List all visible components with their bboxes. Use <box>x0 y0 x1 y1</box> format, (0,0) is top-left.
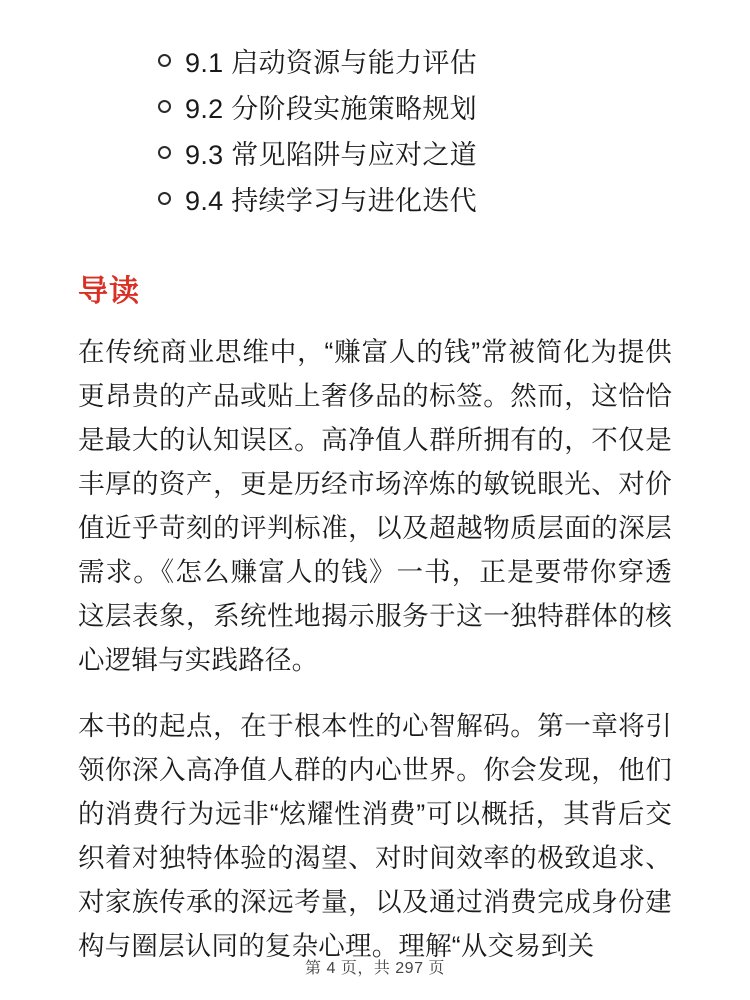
bullet-icon <box>158 146 171 159</box>
toc-item-label: 9.3 常见陷阱与应对之道 <box>185 140 477 170</box>
toc-item-label: 9.1 启动资源与能力评估 <box>185 48 477 78</box>
body-paragraph: 本书的起点，在于根本性的心智解码。第一章将引领你深入高净值人群的内心世界。你会发现，他们的消费行为远非“炫耀性消费”可以概括，其背后交织着对独特体验的渴望、对时间效率的极致追求、对家族传承的深远考量，以及通过消费完成身份建构与圈层认同的复杂心理。理解“从交易到关 <box>78 711 672 961</box>
list-item[interactable] <box>158 178 672 224</box>
page-footer: 第 4 页，共 297 页 <box>305 960 445 977</box>
body-paragraph: 在传统商业思维中，“赚富人的钱”常被简化为提供更昂贵的产品或贴上奢侈品的标签。然而，这恰恰是最大的认知误区。高净值人群所拥有的，不仅是丰厚的资产，更是历经市场淬炼的敏锐眼光、对价值近乎苛刻的评判标准，以及超越物质层面的深层需求。《怎么赚富人的钱》一书，正是要带你穿透这层表象，系统性地揭示服务于这一独特群体的核心逻辑与实践路径。 <box>78 337 672 675</box>
bullet-icon <box>158 100 171 113</box>
list-item[interactable] <box>158 86 672 132</box>
list-item[interactable] <box>158 40 672 86</box>
toc-item-label: 9.4 持续学习与进化迭代 <box>185 186 477 216</box>
toc-list <box>78 40 672 224</box>
bullet-icon <box>158 192 171 205</box>
section-heading: 导读 <box>78 275 140 308</box>
toc-item-label: 9.2 分阶段实施策略规划 <box>185 94 477 124</box>
list-item[interactable] <box>158 132 672 178</box>
bullet-icon <box>158 54 171 67</box>
